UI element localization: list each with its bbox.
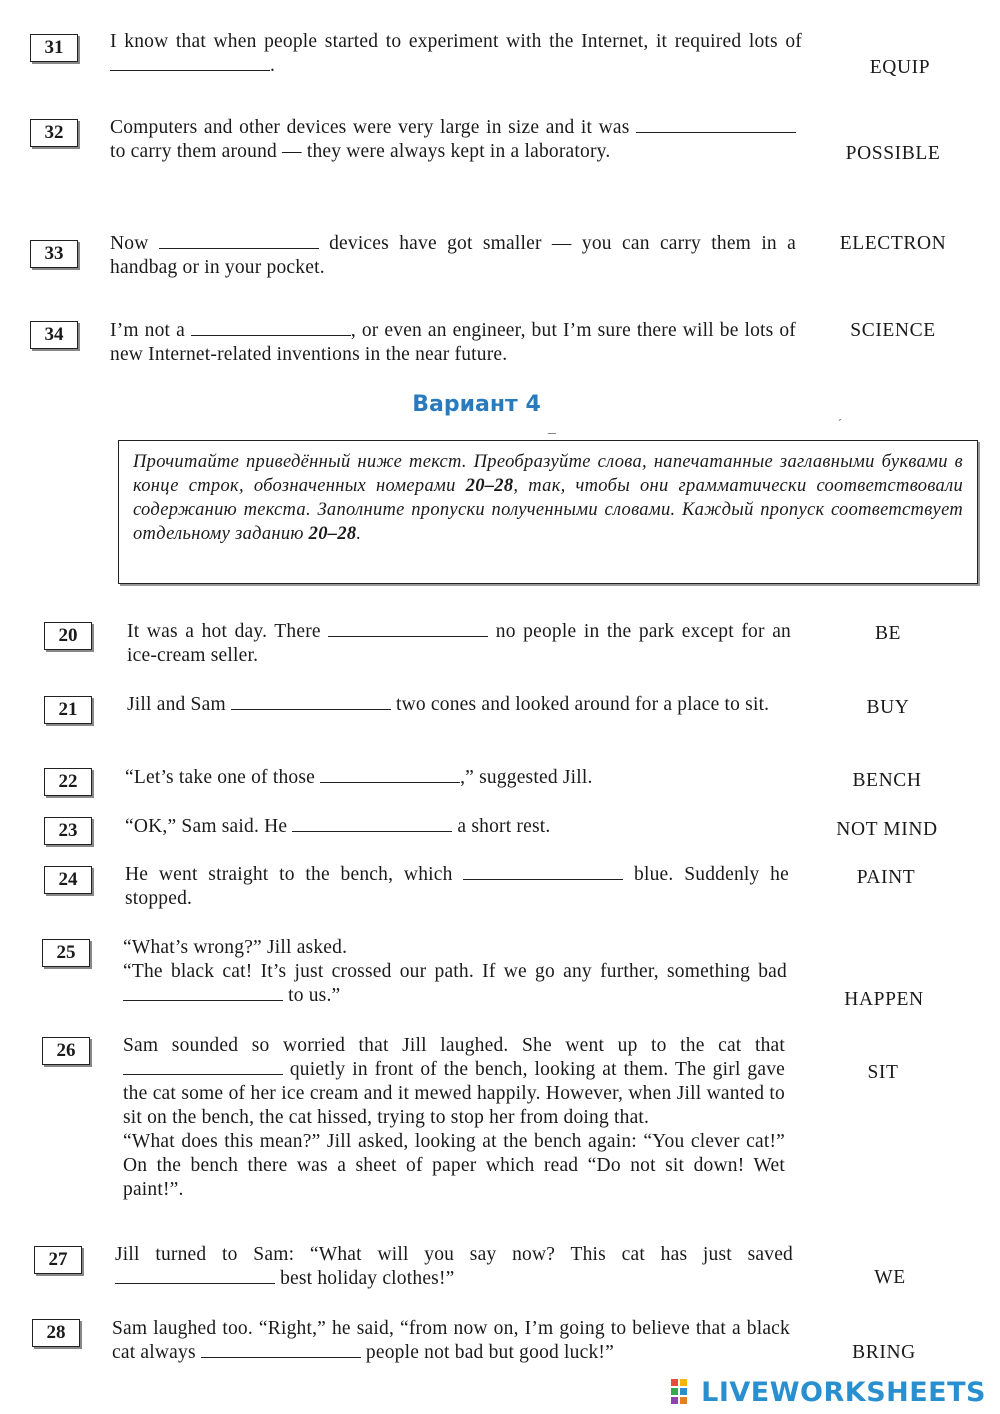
answer-blank[interactable] (328, 620, 488, 637)
answer-blank[interactable] (292, 815, 452, 832)
task-text: Now devices have got smaller — you can carry them in a handbag or in your pocket. (110, 233, 797, 278)
variant-title: Вариант 4 (412, 392, 541, 417)
instruction-text: Прочитайте приведённый ниже текст. Преобразуйте слова, напечатанные заглавными буквами в конце строк, обозначенных номерами 20–28, так, чтобы они грамматически соответствовали содержанию текста. Заполните пропуски полученными словами. Каждый пропуск соответствует отдельному заданию 20–28. (133, 452, 963, 544)
root-word: NOT MIND (836, 819, 938, 840)
root-word: PAINT (856, 867, 916, 888)
answer-blank[interactable] (231, 693, 391, 710)
root-word: BE (874, 623, 902, 644)
task-text: “OK,” Sam said. He a short rest. (125, 816, 551, 837)
task-text: Sam laughed too. “Right,” he said, “from now on, I’m going to believe that a black cat always people not bad but good luck!” (112, 1318, 790, 1363)
answer-blank[interactable] (636, 116, 796, 133)
task-text: Computers and other devices were very large in size and it was to carry them around — they were always kept in a laboratory. (110, 116, 796, 164)
answer-blank[interactable] (123, 984, 283, 1001)
task-number: 25 (42, 939, 90, 967)
liveworksheets-logo[interactable] (671, 1376, 986, 1408)
answer-blank[interactable] (159, 232, 319, 249)
root-word: SIT (867, 1062, 899, 1083)
task-number: 33 (30, 240, 78, 268)
task-number: 27 (34, 1246, 82, 1274)
root-word: BENCH (852, 770, 922, 791)
stray-mark: _ (548, 418, 556, 434)
task-number: 20 (44, 622, 92, 650)
task-text: He went straight to the bench, which blue. Suddenly he stopped. (125, 864, 789, 909)
answer-blank[interactable] (123, 1058, 283, 1075)
root-word: SCIENCE (850, 320, 936, 341)
root-word: BUY (866, 697, 910, 718)
task-number: 28 (32, 1319, 80, 1347)
logo-grid-icon (671, 1379, 697, 1405)
task-number: 24 (44, 866, 92, 894)
task-text: “Let’s take one of those ,” suggested Jill. (125, 767, 593, 788)
root-word: EQUIP (869, 57, 931, 78)
task-number: 21 (44, 696, 92, 724)
task-number: 31 (30, 34, 78, 62)
root-word: ELECTRON (839, 233, 947, 254)
task-number: 23 (44, 817, 92, 845)
task-text: I know that when people started to experiment with the Internet, it required lots of . (110, 31, 802, 76)
task-text: “What’s wrong?” Jill asked. “The black cat! It’s just crossed our path. If we go any further, something bad to us.” (123, 937, 787, 1006)
answer-blank[interactable] (110, 54, 270, 71)
task-text: It was a hot day. There no people in the park except for an ice-cream seller. (127, 621, 791, 666)
root-word: BRING (852, 1342, 916, 1363)
answer-blank[interactable] (463, 863, 623, 880)
task-number: 32 (30, 119, 78, 147)
task-number: 22 (44, 768, 92, 796)
task-text: Jill turned to Sam: “What will you say now? This cat has just saved best holiday clothes!” (115, 1244, 793, 1289)
answer-blank[interactable] (115, 1267, 275, 1284)
brand-name: LIVEWORKSHEETS (701, 1376, 986, 1408)
stray-mark: ´ (838, 416, 843, 432)
answer-blank[interactable] (320, 766, 460, 783)
task-text: I’m not a , or even an engineer, but I’m sure there will be lots of new Internet-related inventions in the near future. (110, 320, 796, 365)
task-text: Jill and Sam two cones and looked around for a place to sit. (127, 694, 770, 715)
root-word: HAPPEN (844, 989, 924, 1010)
answer-blank[interactable] (201, 1341, 361, 1358)
root-word: WE (874, 1267, 906, 1288)
task-number: 26 (42, 1037, 90, 1065)
task-number: 34 (30, 321, 78, 349)
instruction-box (118, 440, 978, 584)
task-text: Sam sounded so worried that Jill laughed. She went up to the cat that quietly in front of the bench, looking at them. The girl gave the cat some of her ice cream and it mewed happily. However, when Jill wanted to sit on the bench, the cat hissed, trying to stop her from doing that. “What does this mean?” Jill asked, looking at the bench again: “You clever cat!” On the bench there was a sheet of paper which read “Do not sit down! Wet paint!”. (123, 1035, 785, 1200)
root-word: POSSIBLE (845, 143, 941, 164)
answer-blank[interactable] (191, 319, 351, 336)
